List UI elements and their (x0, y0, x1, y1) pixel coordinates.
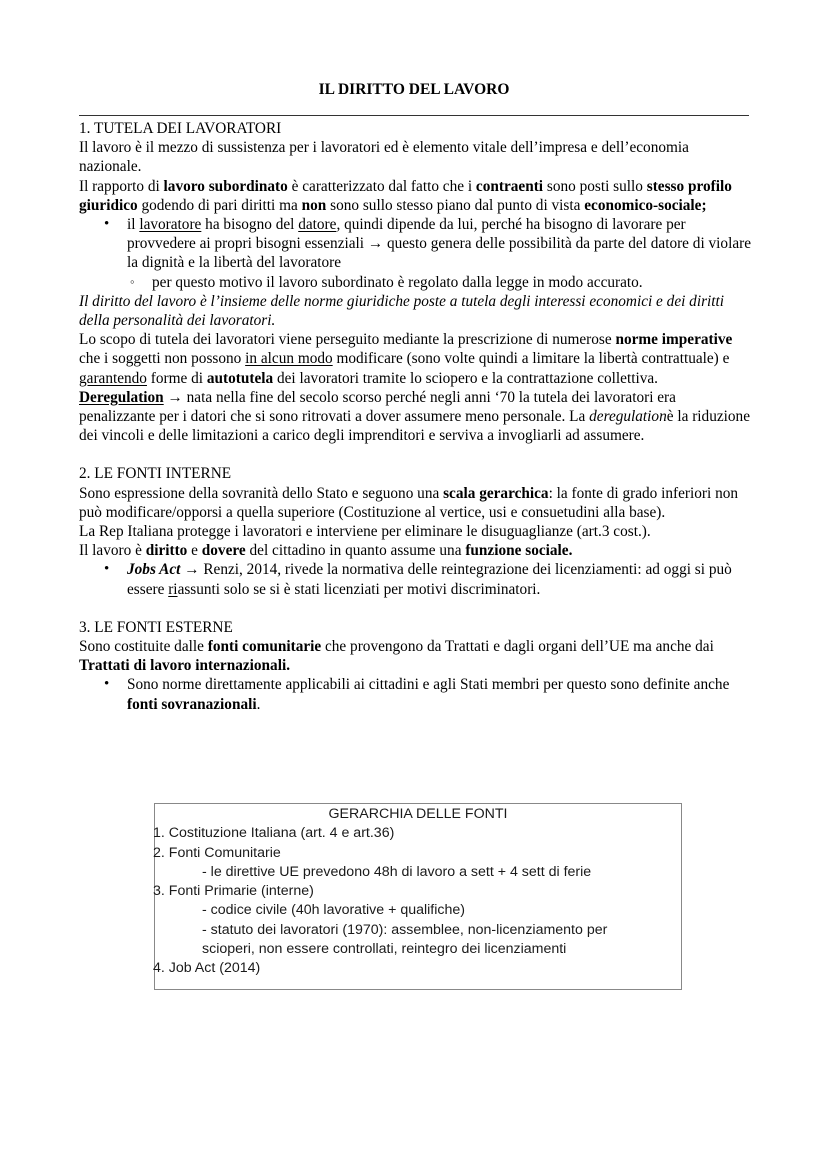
section-1-paragraph-1: Il lavoro è il mezzo di sussistenza per i lavoratori ed è elemento vitale dell’impresa e dell’economia nazionale. (79, 139, 689, 176)
bold-text: economico-sociale; (584, 196, 707, 214)
text: che i soggetti non possono (79, 350, 246, 368)
bold-text: contraenti (475, 177, 544, 195)
hierarchy-box (154, 803, 682, 990)
underlined-text: in alcun modo (245, 350, 333, 368)
document-body (79, 119, 754, 714)
section-1-definition (79, 292, 754, 330)
text: che provengono da Trattati e dagli organi dell’UE ma anche dai (321, 638, 714, 656)
bold-text: fonti comunitarie (207, 638, 322, 656)
text: Sono norme direttamente applicabili ai cittadini e agli Stati membri per questo sono definite anche (127, 676, 730, 694)
text: Il rapporto di (79, 177, 164, 195)
bold-text: stesso profilo giuridico (79, 177, 732, 214)
document-title: IL DIRITTO DEL LAVORO (318, 81, 510, 98)
bold-text: norme imperative (615, 331, 733, 349)
text: godendo di pari diritti ma (137, 196, 302, 214)
hierarchy-item-label: 2. Fonti Comunitarie (153, 844, 281, 861)
text: . (256, 695, 261, 713)
bold-text: fonti sovranazionali (127, 695, 257, 713)
bold-text: autotutela (206, 369, 274, 387)
section-2-bullet-list (79, 560, 754, 598)
section-2-paragraph-1 (79, 484, 754, 522)
bold-underlined-text: Deregulation (79, 388, 164, 406)
bold-text: funzione sociale. (465, 542, 573, 560)
spacer (79, 445, 754, 464)
section-1-paragraph-3 (79, 330, 754, 388)
section-2-paragraph-2: La Rep Italiana protegge i lavoratori e interviene per eliminare le disuguaglianze (art.3 cost.). (79, 523, 651, 541)
hierarchy-item-2 (155, 844, 681, 883)
text: Sono costituite dalle (79, 638, 208, 656)
text: → Renzi, 2014, rivede la normativa delle reintegrazione dei licenziamenti: ad oggi si può essere (127, 561, 732, 598)
hierarchy-item-label: 3. Fonti Primarie (interne) (153, 883, 314, 900)
text: il (127, 216, 140, 234)
hierarchy-sub-item: - codice civile (40h lavorative + qualifiche) (202, 902, 465, 919)
list-item (79, 675, 754, 713)
hierarchy-item-1 (155, 824, 681, 843)
text: è la riduzione dei vincoli e delle limitazioni a carico degli imprenditori e serviva a invogliarli ad assumere. (79, 408, 750, 445)
bold-text: non (301, 196, 327, 214)
section-1-heading: 1. TUTELA DEI LAVORATORI (79, 120, 282, 137)
text: : la fonte di grado inferiori non può modificare/opporsi a quella superiore (Costituzione al vertice, usi e consuetudini alla base). (79, 484, 739, 521)
section-1-paragraph-2 (79, 177, 754, 215)
section-1-bullet-list (79, 215, 754, 292)
section-2-paragraph-3 (79, 541, 754, 560)
text: modificare (sono volte quindi a limitare la libertà contrattuale) e (332, 350, 730, 368)
bold-text: Trattati di lavoro internazionali. (79, 657, 291, 675)
text: , quindi dipende da lui, perché ha bisogno di lavorare per provvedere ai propri bisogni essenziali → questo genera delle possibilità da parte del datore di violare la dignità e la libertà del lavoratore (127, 216, 751, 272)
section-2-heading: 2. LE FONTI INTERNE (79, 465, 232, 483)
text: Il lavoro è (79, 542, 146, 560)
text: assunti solo se si è stati licenziati per motivi discriminatori. (177, 580, 541, 598)
title-divider (79, 115, 749, 116)
section-1-paragraph-4 (79, 388, 754, 446)
italic-text: deregulation (589, 408, 667, 426)
section-3-heading: 3. LE FONTI ESTERNE (79, 618, 233, 636)
section-3-bullet-list (79, 675, 754, 713)
section-3-paragraph-1 (79, 637, 754, 675)
underlined-text: datore (298, 216, 337, 234)
sub-list-item: ◦ per questo motivo il lavoro subordinato è regolato dalla legge in modo accurato. (127, 273, 754, 292)
text: del cittadino in quanto assume una (245, 542, 466, 560)
text: sono sullo stesso piano dal punto di vista (326, 196, 585, 214)
sub-bullet-list (127, 273, 754, 292)
text: Lo scopo di tutela dei lavoratori viene perseguito mediante la prescrizione di numerose (79, 331, 616, 349)
list-item (79, 560, 754, 598)
bold-text: diritto (145, 542, 188, 560)
hierarchy-sub-item: - le direttive UE prevedono 48h di lavoro a sett + 4 sett di ferie (202, 863, 592, 880)
hierarchy-item-label: 4. Job Act (2014) (153, 960, 261, 977)
bold-text: lavoro subordinato (163, 177, 288, 195)
text: Sono espressione della sovranità dello Stato e seguono una (79, 484, 444, 502)
underlined-text: garantendo (79, 369, 147, 387)
list-item (79, 215, 754, 292)
text: → nata nella fine del secolo scorso perché negli anni ‘70 la tutela dei lavoratori era penalizzante per i datori che si sono ritrovati a dover assumere meno personale. La (79, 388, 676, 426)
hierarchy-box-title: GERARCHIA DELLE FONTI (328, 806, 508, 822)
spacer (79, 599, 754, 618)
text: dei lavoratori tramite lo sciopero e la contrattazione collettiva. (273, 369, 658, 387)
hierarchy-sub-item: - statuto dei lavoratori (1970): assemblee, non-licenziamento per scioperi, non essere controllati, reintegro dei licenziamenti (202, 921, 608, 958)
hierarchy-item-label: 1. Costituzione Italiana (art. 4 e art.36) (153, 825, 395, 842)
text: e (187, 542, 202, 560)
text: forme di (146, 369, 207, 387)
bold-text: dovere (201, 542, 246, 560)
bold-italic-text: Jobs Act (127, 561, 181, 579)
italic-text: Il diritto del lavoro è l’insieme delle norme giuridiche poste a tutela degli interessi economici e dei diritti della personalità dei lavoratori. (79, 292, 725, 330)
text: è caratterizzato dal fatto che i (287, 177, 476, 195)
underlined-text: lavoratore (139, 216, 202, 234)
text: ha bisogno del (201, 216, 299, 234)
hierarchy-item-3 (155, 882, 681, 959)
bold-text: scala gerarchica (443, 484, 549, 502)
hierarchy-item-4 (155, 959, 681, 978)
text: sono posti sullo (543, 177, 647, 195)
underlined-text: ri (168, 580, 178, 598)
